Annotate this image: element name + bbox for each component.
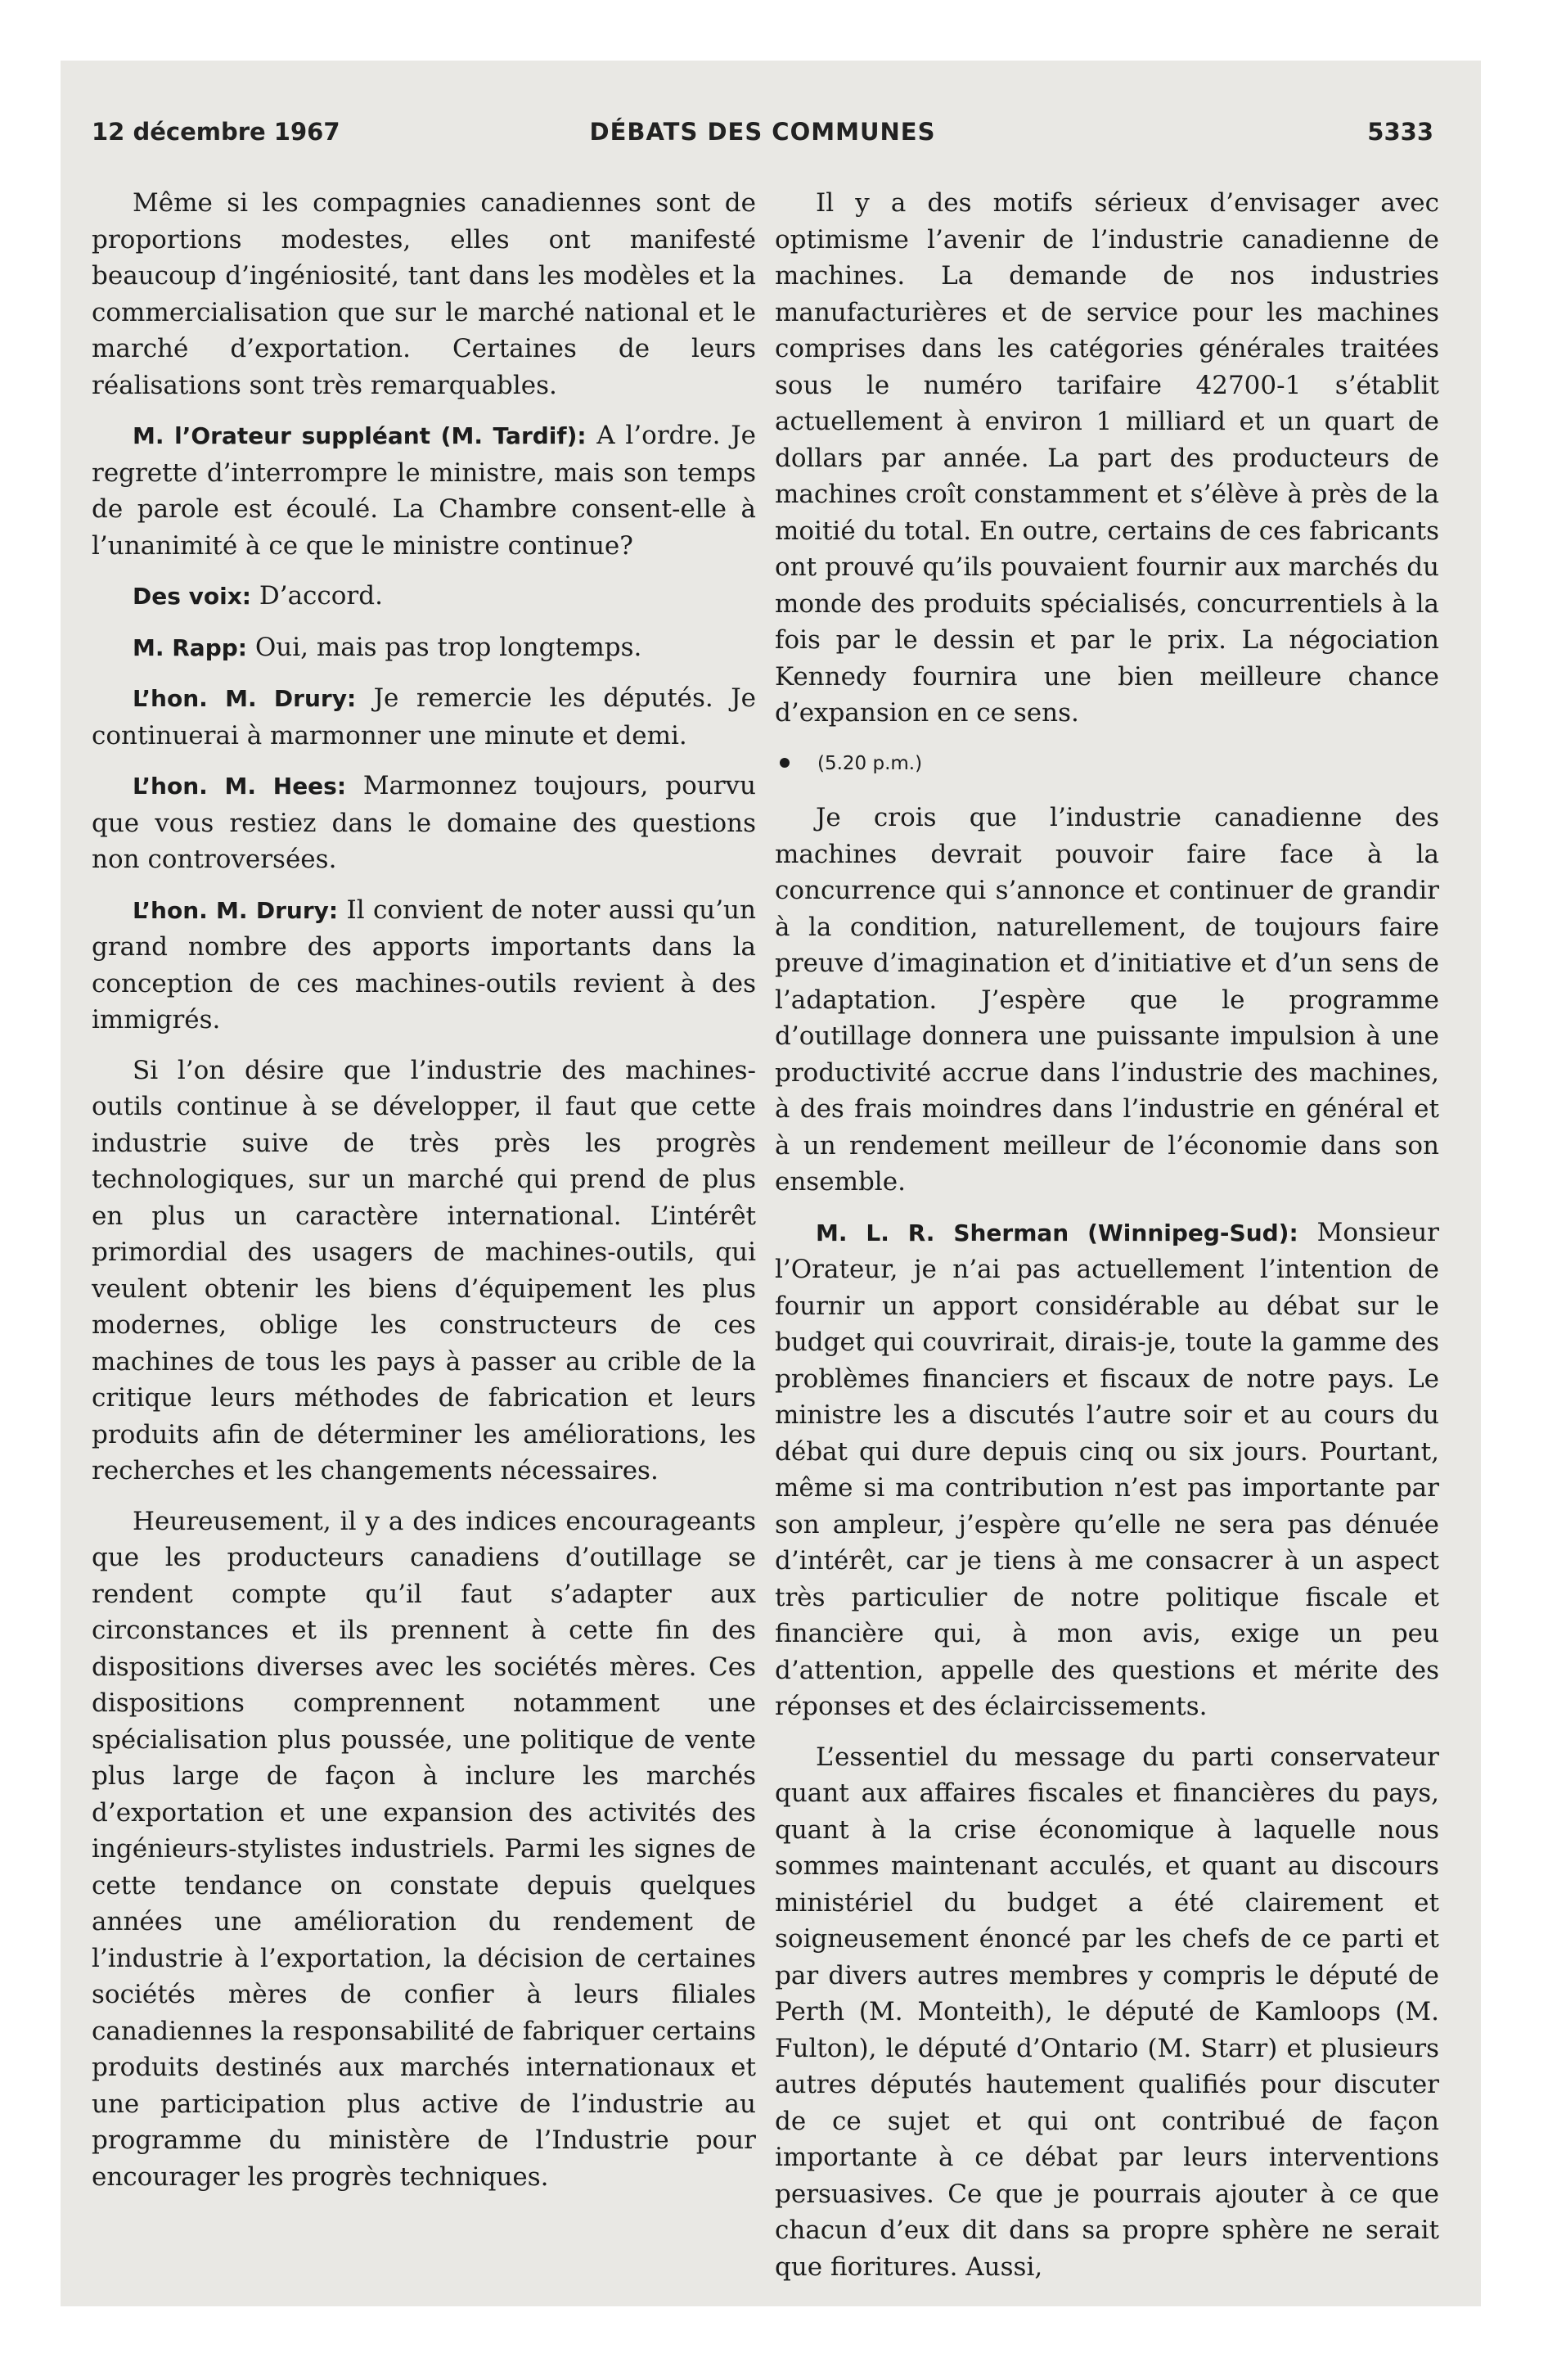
- speech-paragraph: [92, 629, 756, 667]
- left-column: [92, 185, 756, 2209]
- speaker-name: L’hon. M. Hees:: [133, 773, 347, 800]
- speaker-name: M. Rapp:: [133, 633, 247, 661]
- speech-paragraph: [92, 680, 756, 754]
- speech-paragraph: [775, 1215, 1439, 1725]
- paragraph-text: Même si les compagnies canadiennes sont de proportions modestes, elles ont manifesté beaucoup d’ingéniosité, tant dans les modèles et la commercialisation que sur le marché national et le marché d’exportation. Certaines de leurs réalisations sont très remarquables.: [92, 188, 756, 400]
- paragraph: [92, 185, 756, 403]
- paragraph-text: Il convient de noter aussi qu’un grand nombre des apports importants dans la conception de ces machines-outils revient à des immigrés.: [92, 895, 756, 1034]
- paragraph-text: Il y a des motifs sérieux d’envisager avec optimisme l’avenir de l’industrie canadienne de machines. La demande de nos industries manufacturières et de service pour les machines comprises dans les catégories générales traitées sous le numéro tarifaire 42700-1 s’établit actuellement à environ 1 milliard et un quart de dollars par année. La part des producteurs de machines croît constamment et s’élève à près de la moitié du total. En outre, certains de ces fabricants ont prouvé qu’ils pouvaient fournir aux marchés du monde des produits spécialisés, concurrentiels à la fois par le dessin et par le prix. La négociation Kennedy fournira une bien meilleure chance d’expansion en ce sens.: [775, 188, 1439, 728]
- paragraph-text: Je remercie les députés. Je continuerai à marmonner une minute et demi.: [92, 683, 756, 751]
- paragraph-text: A l’ordre. Je regrette d’interrompre le ministre, mais son temps de parole est écoulé. La Chambre consent-elle à l’unanimité à ce que le ministre continue?: [92, 421, 756, 561]
- paragraph: [775, 800, 1439, 1201]
- paragraph-text: L’essentiel du message du parti conservateur quant aux affaires fiscales et financières du pays, quant à la crise économique à laquelle nous sommes maintenant acculés, et quant au discours ministériel du budget a été clairement et soigneusement énoncé par les chefs de ce parti et par divers autres membres y compris le député de Perth (M. Monteith), le député de Kamloops (M. Fulton), le député d’Ontario (M. Starr) et plusieurs autres députés hautement qualifiés pour discuter de ce sujet et qui ont contribué de façon importante à ce débat par leurs interventions persuasives. Ce que je pourrais ajouter à ce que chacun d’eux dit dans sa propre sphère ne serait que fioritures. Aussi,: [775, 1742, 1439, 2282]
- page-number: 5333: [1367, 118, 1433, 146]
- speaker-name: M. L. R. Sherman (Winnipeg-Sud):: [816, 1219, 1298, 1246]
- paragraph: [92, 1503, 756, 2196]
- paragraph-text: Oui, mais pas trop longtemps.: [254, 632, 642, 662]
- bullet-icon: [780, 758, 790, 768]
- page-header: [92, 118, 1433, 151]
- paragraph-text: Heureusement, il y a des indices encourageants que les producteurs canadiens d’outillage se rendent compte qu’il faut s’adapter aux circonstances et ils prennent à cette fin des dispositions diverses avec les sociétés mères. Ces dispositions comprennent notamment une spécialisation plus poussée, une politique de vente plus large de façon à inclure les marchés d’exportation et une expansion des activités des ingénieurs-stylistes industriels. Parmi les signes de cette tendance on constate depuis quelques années une amélioration du rendement de l’industrie à l’exportation, la décision de certaines sociétés mères de confier à leurs filiales canadiennes la responsabilité de fabriquer certains produits destinés aux marchés internationaux et une participation plus active de l’industrie au programme du ministère de l’Industrie pour encourager les progrès techniques.: [92, 1506, 756, 2192]
- paragraph-text: Marmonnez toujours, pourvu que vous restiez dans le domaine des questions non controversées.: [92, 771, 756, 874]
- speaker-name: L’hon. M. Drury:: [133, 685, 357, 712]
- paragraph-text: Je crois que l’industrie canadienne des machines devrait pouvoir faire face à la concurrence qui s’annonce et continuer de grandir à la condition, naturellement, de toujours faire preuve d’imagination et d’initiative et d’un sens de l’adaptation. J’espère que le programme d’outillage donnera une puissante impulsion à une productivité accrue dans l’industrie des machines, à des frais moindres dans l’industrie en général et à un rendement meilleur de l’économie dans son ensemble.: [775, 803, 1439, 1197]
- right-column: [775, 185, 1439, 2299]
- time-marker: [775, 746, 1439, 782]
- speech-paragraph: [92, 417, 756, 564]
- paragraph: [775, 1739, 1439, 2286]
- speaker-name: L’hon. M. Drury:: [133, 896, 339, 924]
- speech-paragraph: [92, 892, 756, 1039]
- time-marker-text: (5.20 p.m.): [817, 752, 923, 774]
- speech-paragraph: [92, 768, 756, 878]
- speech-paragraph: [92, 578, 756, 615]
- paragraph-text: D’accord.: [259, 581, 383, 611]
- speaker-name: M. l’Orateur suppléant (M. Tardif):: [133, 422, 587, 449]
- paragraph: [92, 1053, 756, 1490]
- paragraph-text: Si l’on désire que l’industrie des machines-outils continue à se développer, il faut que cette industrie suive de très près les progrès technologiques, sur un marché qui prend de plus en plus un caractère international. L’intérêt primordial des usagers de machines-outils, qui veulent obtenir les biens d’équipement les plus modernes, oblige les constructeurs de ces machines de tous les pays à passer au crible de la critique leurs méthodes de fabrication et leurs produits afin de déterminer les améliorations, les recherches et les changements nécessaires.: [92, 1055, 756, 1485]
- header-title: DÉBATS DES COMMUNES: [589, 118, 936, 146]
- header-date: 12 décembre 1967: [92, 118, 340, 146]
- paragraph: [775, 185, 1439, 732]
- speaker-name: Des voix:: [133, 583, 251, 610]
- paragraph-text: Monsieur l’Orateur, je n’ai pas actuellement l’intention de fournir un apport considérable au débat sur le budget qui couvrirait, dirais-je, toute la gamme des problèmes financiers et fiscaux de notre pays. Le ministre les a discutés l’autre soir et au cours du débat qui dure depuis cinq ou six jours. Pourtant, même si ma contribution n’est pas importante par son ampleur, j’espère qu’elle ne sera pas dénuée d’intérêt, car je tiens à me consacrer à un aspect très particulier de notre politique fiscale et financière qui, à mon avis, exige un peu d’attention, appelle des questions et mérite des réponses et des éclaircissements.: [775, 1217, 1439, 1721]
